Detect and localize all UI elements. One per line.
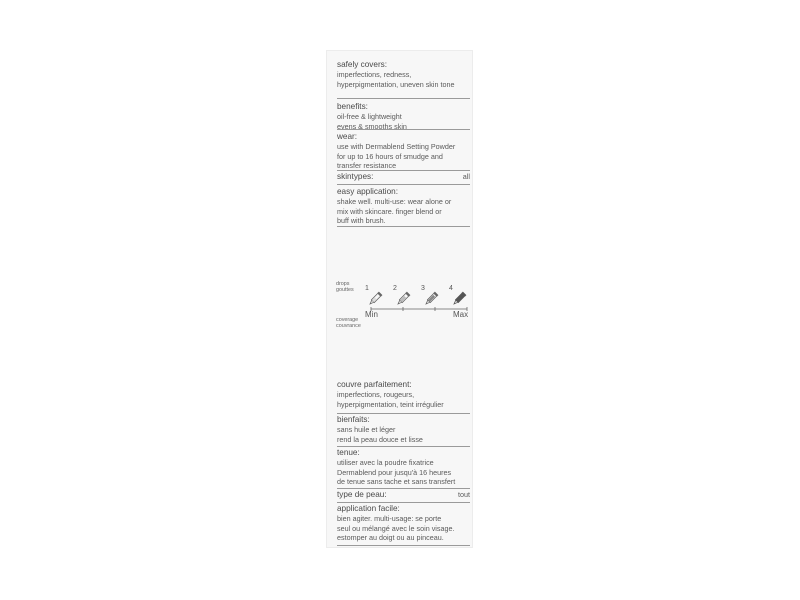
section-heading: easy application: [337, 187, 398, 196]
section-line: rend la peau douce et lisse [337, 434, 423, 444]
section-line: utiliser avec la poudre fixatrice [337, 458, 434, 467]
section-heading: bienfaits: [337, 415, 370, 424]
scale-max-label: Max [453, 310, 469, 319]
coverage-diagram [335, 279, 475, 339]
section-wear [337, 132, 470, 171]
section-line: mix with skincare. finger blend or [337, 206, 442, 216]
section-line: de tenue sans tache et sans transfert [337, 477, 456, 487]
dropper-icon [424, 292, 438, 306]
section-application-facile [337, 504, 470, 546]
section-heading: couvre parfaitement: [337, 380, 412, 389]
section-safely-covers [337, 60, 470, 99]
section-line: seul ou mélangé avec le soin visage. [337, 523, 455, 533]
section-bienfaits [337, 415, 470, 447]
drops-label: drops gouttes [336, 281, 354, 294]
section-tenue [337, 448, 470, 489]
step-number: 3 [421, 285, 425, 292]
section-line: sans huile et léger [337, 425, 396, 434]
section-type-de-peau [337, 490, 470, 503]
skintypes-value: tout [458, 490, 470, 499]
step-number: 4 [449, 285, 453, 292]
dropper-icon [452, 292, 466, 306]
section-line: hyperpigmentation, uneven skin tone [337, 79, 455, 89]
scale-min-label: Min [365, 310, 378, 319]
section-heading: wear: [337, 132, 358, 141]
section-easy-application [337, 187, 470, 227]
section-skintypes [337, 172, 470, 185]
product-label-panel [326, 50, 473, 548]
section-line: Dermablend pour jusqu'à 16 heures [337, 467, 452, 477]
skintypes-label: skintypes: [337, 172, 374, 181]
section-line: bien agiter. multi-usage: se porte [337, 514, 442, 523]
section-line: hyperpigmentation, teint irrégulier [337, 399, 444, 409]
skintypes-label: type de peau: [337, 490, 387, 499]
section-heading: tenue: [337, 448, 360, 457]
section-heading: application facile: [337, 504, 400, 513]
section-heading: benefits: [337, 102, 368, 111]
section-line: transfer resistance [337, 161, 397, 171]
section-line: use with Dermablend Setting Powder [337, 142, 456, 151]
section-line: shake well. multi-use: wear alone or [337, 197, 452, 206]
coverage-scale-svg [335, 279, 475, 339]
skintypes-value: all [462, 172, 470, 181]
section-line: for up to 16 hours of smudge and [337, 151, 443, 161]
coverage-label: coverage couvrance [336, 317, 361, 330]
section-benefits [337, 102, 470, 130]
step-number: 1 [365, 285, 369, 292]
dropper-icon [368, 292, 382, 306]
section-line: imperfections, redness, [337, 70, 412, 79]
section-line: evens & smooths skin [337, 121, 407, 131]
dropper-icon [396, 292, 410, 306]
section-heading: safely covers: [337, 60, 388, 69]
section-couvre-parfaitement [337, 380, 470, 414]
step-number: 2 [393, 285, 397, 292]
section-line: estomper au doigt ou au pinceau. [337, 533, 444, 543]
section-line: imperfections, rougeurs, [337, 390, 415, 399]
section-line: buff with brush. [337, 216, 386, 226]
section-line: oil-free & lightweight [337, 112, 402, 121]
